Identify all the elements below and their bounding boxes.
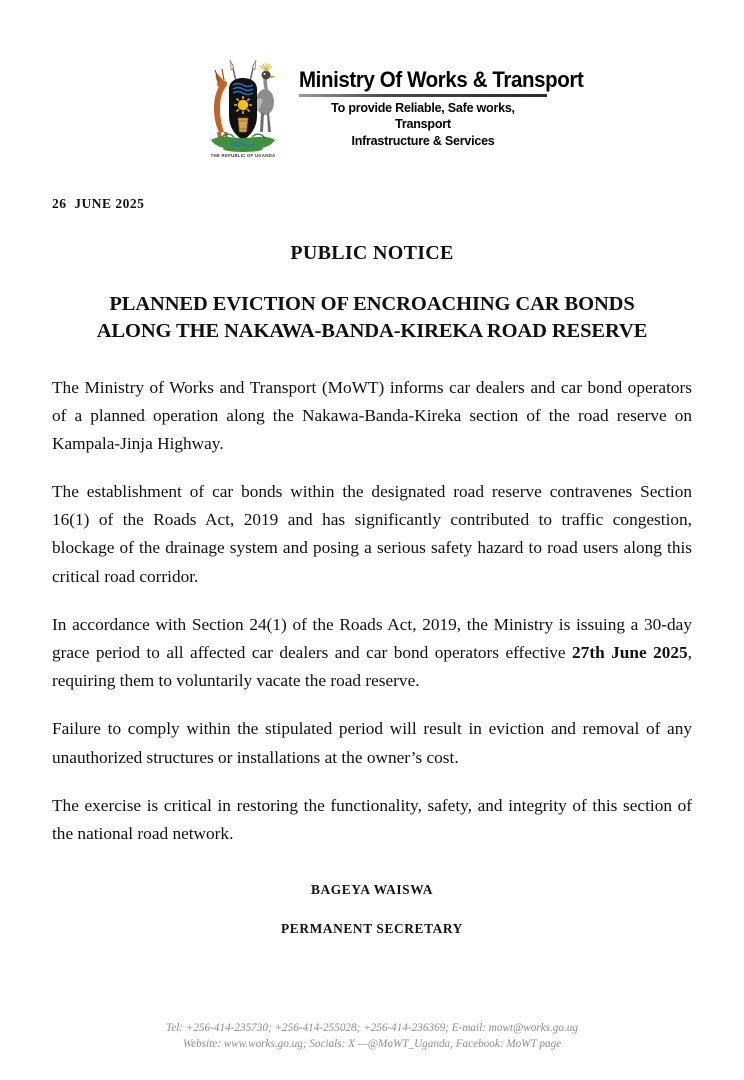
page-title xyxy=(52,291,692,346)
grace-effective-date: 27th June 2025 xyxy=(572,643,688,662)
document-date: 26 JUNE 2025 xyxy=(52,196,145,211)
body-paragraph: The establishment of car bonds within the designated road reserve contravenes Section 16(1) of the Roads Act, 2019 and has significantly contributed to traffic congestion, blockage of the drainage system and posing a serious safety hazard to road users along this critical road corridor. xyxy=(52,482,692,586)
page-footer xyxy=(0,1020,744,1052)
body-paragraph: The exercise is critical in restoring the functionality, safety, and integrity of this section of the national road network. xyxy=(52,795,692,843)
lockup-divider xyxy=(299,94,547,97)
notice-title-line-2: ALONG THE NAKAWA-BANDA-KIREKA ROAD RESERVE xyxy=(96,320,648,343)
ministry-tagline xyxy=(305,100,541,148)
body-paragraph: Failure to comply within the stipulated period will result in eviction and removal of any unauthorized structures or installations at the owner’s cost. xyxy=(52,719,692,767)
document-body xyxy=(0,196,744,937)
signature-block xyxy=(52,882,692,937)
ministry-title: Ministry Of Works & Transport xyxy=(299,67,584,92)
signatory-role: PERMANENT SECRETARY xyxy=(281,921,463,937)
letterhead xyxy=(0,0,744,158)
tagline-line-1: To provide Reliable, Safe works, Transport xyxy=(331,100,515,132)
footer-web-line: Website: www.works.go.ug; Socials: X —@MoWT_Uganda, Facebook: MoWT page xyxy=(182,1037,562,1050)
uganda-coat-of-arms-icon xyxy=(197,54,289,158)
body-paragraph-grace-period xyxy=(52,611,692,696)
notice-kicker: PUBLIC NOTICE xyxy=(290,242,454,264)
notice-title-line-1: PLANNED EVICTION OF ENCROACHING CAR BONDS xyxy=(109,293,635,315)
emblem-caption: THE REPUBLIC OF UGANDA xyxy=(210,153,276,158)
ministry-lockup xyxy=(299,54,584,149)
signatory-name: BAGEYA WAISWA xyxy=(310,882,434,898)
grace-text-before: In accordance with Section 24(1) of the Roads Act, 2019, the Ministry is issuing a 30-day grace period to all affected car dealers and car bond operators effective xyxy=(52,614,692,662)
grace-text-after: , requiring them to voluntarily vacate the road reserve. xyxy=(52,643,692,691)
footer-contact-line: Tel: +256-414-235730; +256-414-255028; +256-414-236369; E-mail: mowt@works.go.ug xyxy=(166,1021,578,1034)
tagline-line-2: Infrastructure & Services xyxy=(351,132,495,148)
body-paragraph: The Ministry of Works and Transport (MoWT) informs car dealers and car bond operators of a planned operation along the Nakawa-Banda-Kireka section of the road reserve on Kampala-Jinja Highway. xyxy=(52,377,692,453)
